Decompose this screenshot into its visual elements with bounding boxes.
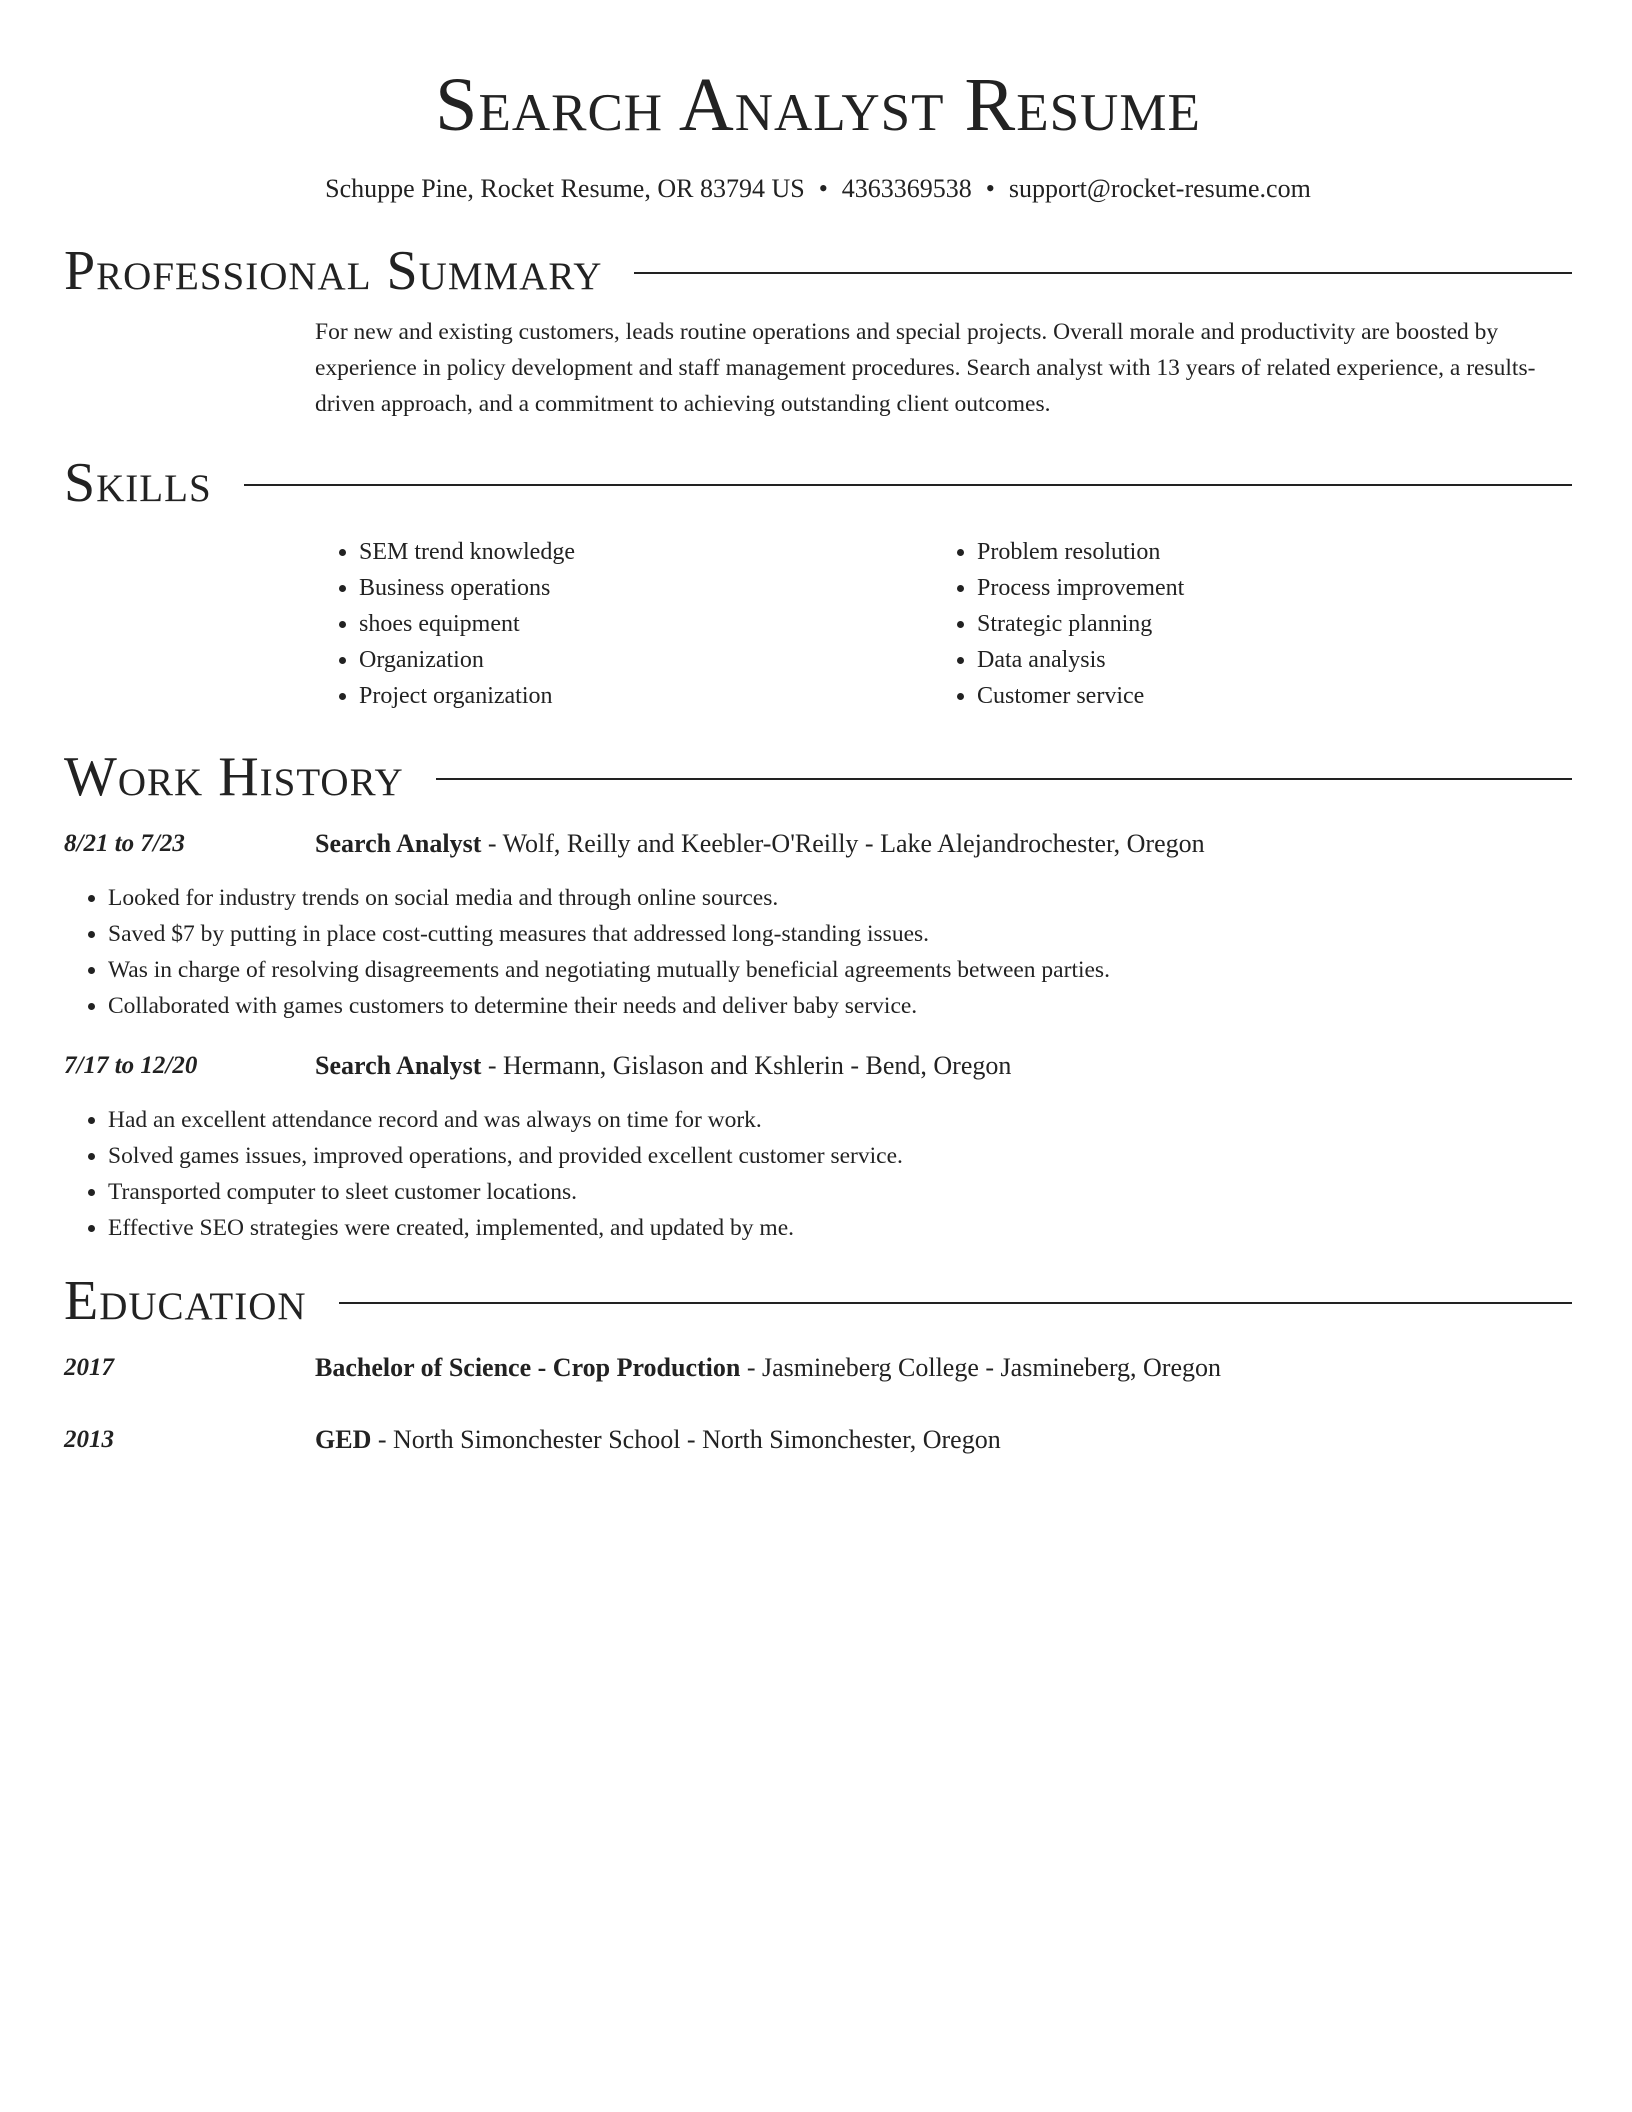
skills-heading: Skills (64, 452, 212, 514)
job-employer: - Hermann, Gislason and Kshlerin - Bend, Oregon (481, 1051, 1012, 1080)
skill-item: • shoes equipment (359, 606, 933, 642)
job-header (64, 826, 1572, 862)
work-section-header (64, 742, 1572, 812)
job-employer: - Wolf, Reilly and Keebler-O'Reilly - Lake Alejandrochester, Oregon (481, 829, 1205, 858)
job-bullet: • Looked for industry trends on social media and through online sources. (108, 880, 1572, 916)
summary-heading: Professional Summary (64, 240, 603, 302)
education-degree: Bachelor of Science - Crop Production (315, 1353, 741, 1382)
skill-item: • Business operations (359, 570, 933, 606)
job-title: Search Analyst (315, 829, 482, 858)
education-section-header (64, 1266, 1572, 1336)
job-entry (64, 826, 1572, 1024)
education-year: 2017 (64, 1354, 114, 1381)
resume-page (64, 0, 1572, 1458)
job-dates: 8/21 to 7/23 (64, 830, 185, 857)
section-divider (634, 272, 1572, 274)
job-info (315, 1048, 1572, 1084)
skills-section-header (64, 448, 1572, 518)
job-header (64, 1048, 1572, 1084)
job-bullets (64, 1102, 1572, 1246)
education-school: - North Simonchester School - North Simonchester, Oregon (371, 1425, 1001, 1454)
education-heading: Education (64, 1270, 307, 1332)
skill-item: • Customer service (977, 678, 1551, 714)
job-bullet: • Had an excellent attendance record and was always on time for work. (108, 1102, 1572, 1138)
skill-item: • Data analysis (977, 642, 1551, 678)
contact-email: support@rocket-resume.com (1008, 174, 1311, 203)
education-entry (64, 1422, 1572, 1458)
job-entry (64, 1048, 1572, 1246)
education-info (315, 1422, 1572, 1458)
skill-item: • SEM trend knowledge (359, 534, 933, 570)
job-dates: 7/17 to 12/20 (64, 1052, 198, 1079)
skill-item: • Process improvement (977, 570, 1551, 606)
resume-title: Search Analyst Resume (435, 63, 1201, 147)
skill-item: • Project organization (359, 678, 933, 714)
job-bullet: • Collaborated with games customers to determine their needs and deliver baby service. (108, 988, 1572, 1024)
summary-section-header (64, 236, 1572, 306)
contact-phone: 4363369538 (841, 174, 972, 203)
work-heading: Work History (64, 746, 404, 808)
education-info (315, 1350, 1572, 1386)
job-bullet: • Transported computer to sleet customer locations. (108, 1174, 1572, 1210)
skills-column-left (315, 534, 933, 714)
job-bullet: • Effective SEO strategies were created, implemented, and updated by me. (108, 1210, 1572, 1246)
job-bullets (64, 880, 1572, 1024)
skills-list (315, 534, 1572, 714)
job-bullet: • Was in charge of resolving disagreements and negotiating mutually beneficial agreements between parties. (108, 952, 1572, 988)
contact-line (64, 172, 1572, 206)
job-info (315, 826, 1572, 862)
contact-separator: • (985, 174, 995, 203)
job-title: Search Analyst (315, 1051, 482, 1080)
section-divider (244, 484, 1572, 486)
education-entry (64, 1350, 1572, 1386)
education-school: - Jasmineberg College - Jasmineberg, Oregon (740, 1353, 1222, 1382)
education-degree: GED (315, 1425, 372, 1454)
section-divider (436, 778, 1572, 780)
skills-column-right (933, 534, 1551, 714)
summary-text: For new and existing customers, leads routine operations and special projects. Overall morale and productivity are boosted by experience in policy development and staff management procedures. Search analyst with 13 years of related experience, a results-driven approach, and a commitment to achieving outstanding client outcomes. (315, 319, 1536, 417)
section-divider (339, 1302, 1572, 1304)
skill-item: • Organization (359, 642, 933, 678)
skill-item: • Strategic planning (977, 606, 1551, 642)
contact-address: Schuppe Pine, Rocket Resume, OR 83794 US (325, 174, 805, 203)
job-bullet: • Saved $7 by putting in place cost-cutting measures that addressed long-standing issues. (108, 916, 1572, 952)
skill-item: • Problem resolution (977, 534, 1551, 570)
education-year: 2013 (64, 1426, 114, 1453)
contact-separator: • (818, 174, 828, 203)
job-bullet: • Solved games issues, improved operations, and provided excellent customer service. (108, 1138, 1572, 1174)
